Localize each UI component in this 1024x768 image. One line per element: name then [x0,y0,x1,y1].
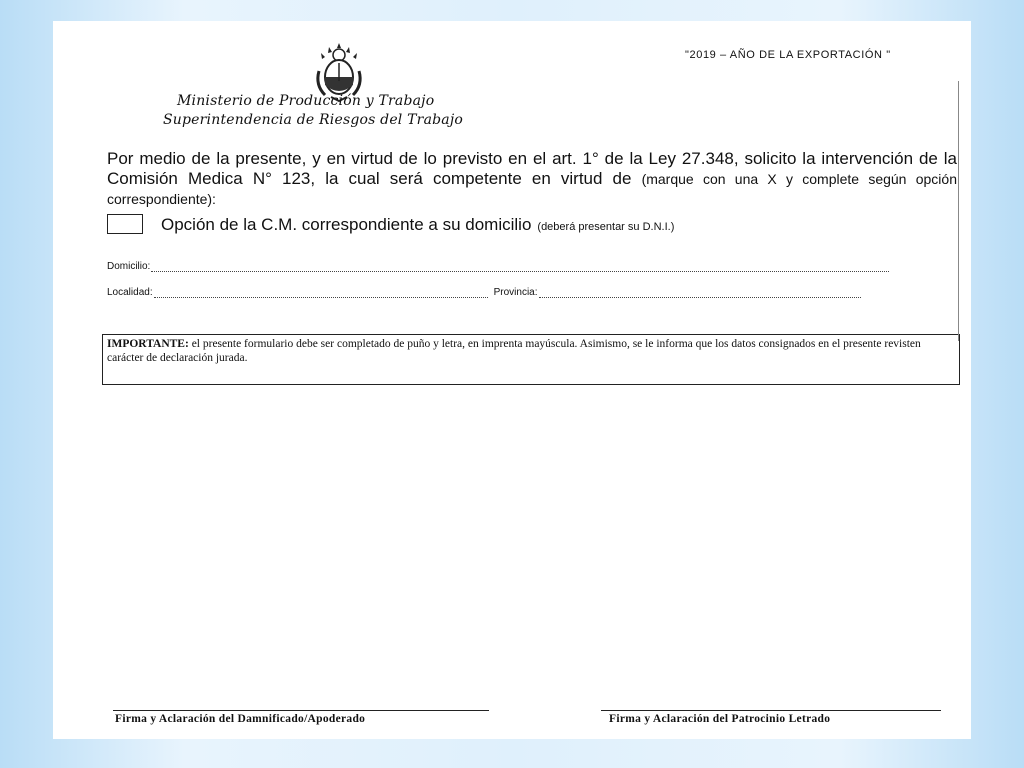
domicilio-input-line[interactable] [151,261,889,272]
domicilio-label: Domicilio: [107,261,151,272]
signature-label-damnificado: Firma y Aclaración del Damnificado/Apoderado [115,713,366,725]
option-label [161,215,674,235]
provincia-label: Provincia: [493,287,538,298]
option-row [107,214,967,238]
domicilio-field [107,261,889,272]
signature-label-patrocinio: Firma y Aclaración del Patrocinio Letrado [609,713,831,725]
localidad-input-line[interactable] [154,287,488,298]
intro-paragraph [107,149,957,209]
provincia-input-line[interactable] [539,287,861,298]
important-notice [102,334,960,385]
localidad-field [107,287,861,298]
year-motto: "2019 – AÑO DE LA EXPORTACIÓN " [685,49,891,61]
option-label-text: Opción de la C.M. correspondiente a su domicilio [161,215,532,234]
ministry-name: Ministerio de Producción y Trabajo [177,93,435,109]
signature-line-left [113,710,489,711]
intro-instruction: (marque con una X y complete según opción correspondiente): [107,171,957,207]
superintendency-name: Superintendencia de Riesgos del Trabajo [163,112,463,128]
option-checkbox[interactable] [107,214,143,234]
notice-lead: IMPORTANTE: [107,338,189,350]
notice-text: el presente formulario debe ser completado de puño y letra, en imprenta mayúscula. Asimismo, se le informa que los datos consignados en el presente revisten carácter de declaración jurada. [107,338,921,364]
scan-edge-mark [958,81,959,341]
signature-line-right [601,710,941,711]
form-sheet [53,21,971,739]
localidad-label: Localidad: [107,287,153,298]
option-note: (deberá presentar su D.N.I.) [537,221,675,233]
intro-text: Por medio de la presente, y en virtud de lo previsto en el art. 1° de la Ley 27.348, solicito la intervención de la Comisión Medica N° 123, la cual será competente en virtud de [107,149,957,188]
